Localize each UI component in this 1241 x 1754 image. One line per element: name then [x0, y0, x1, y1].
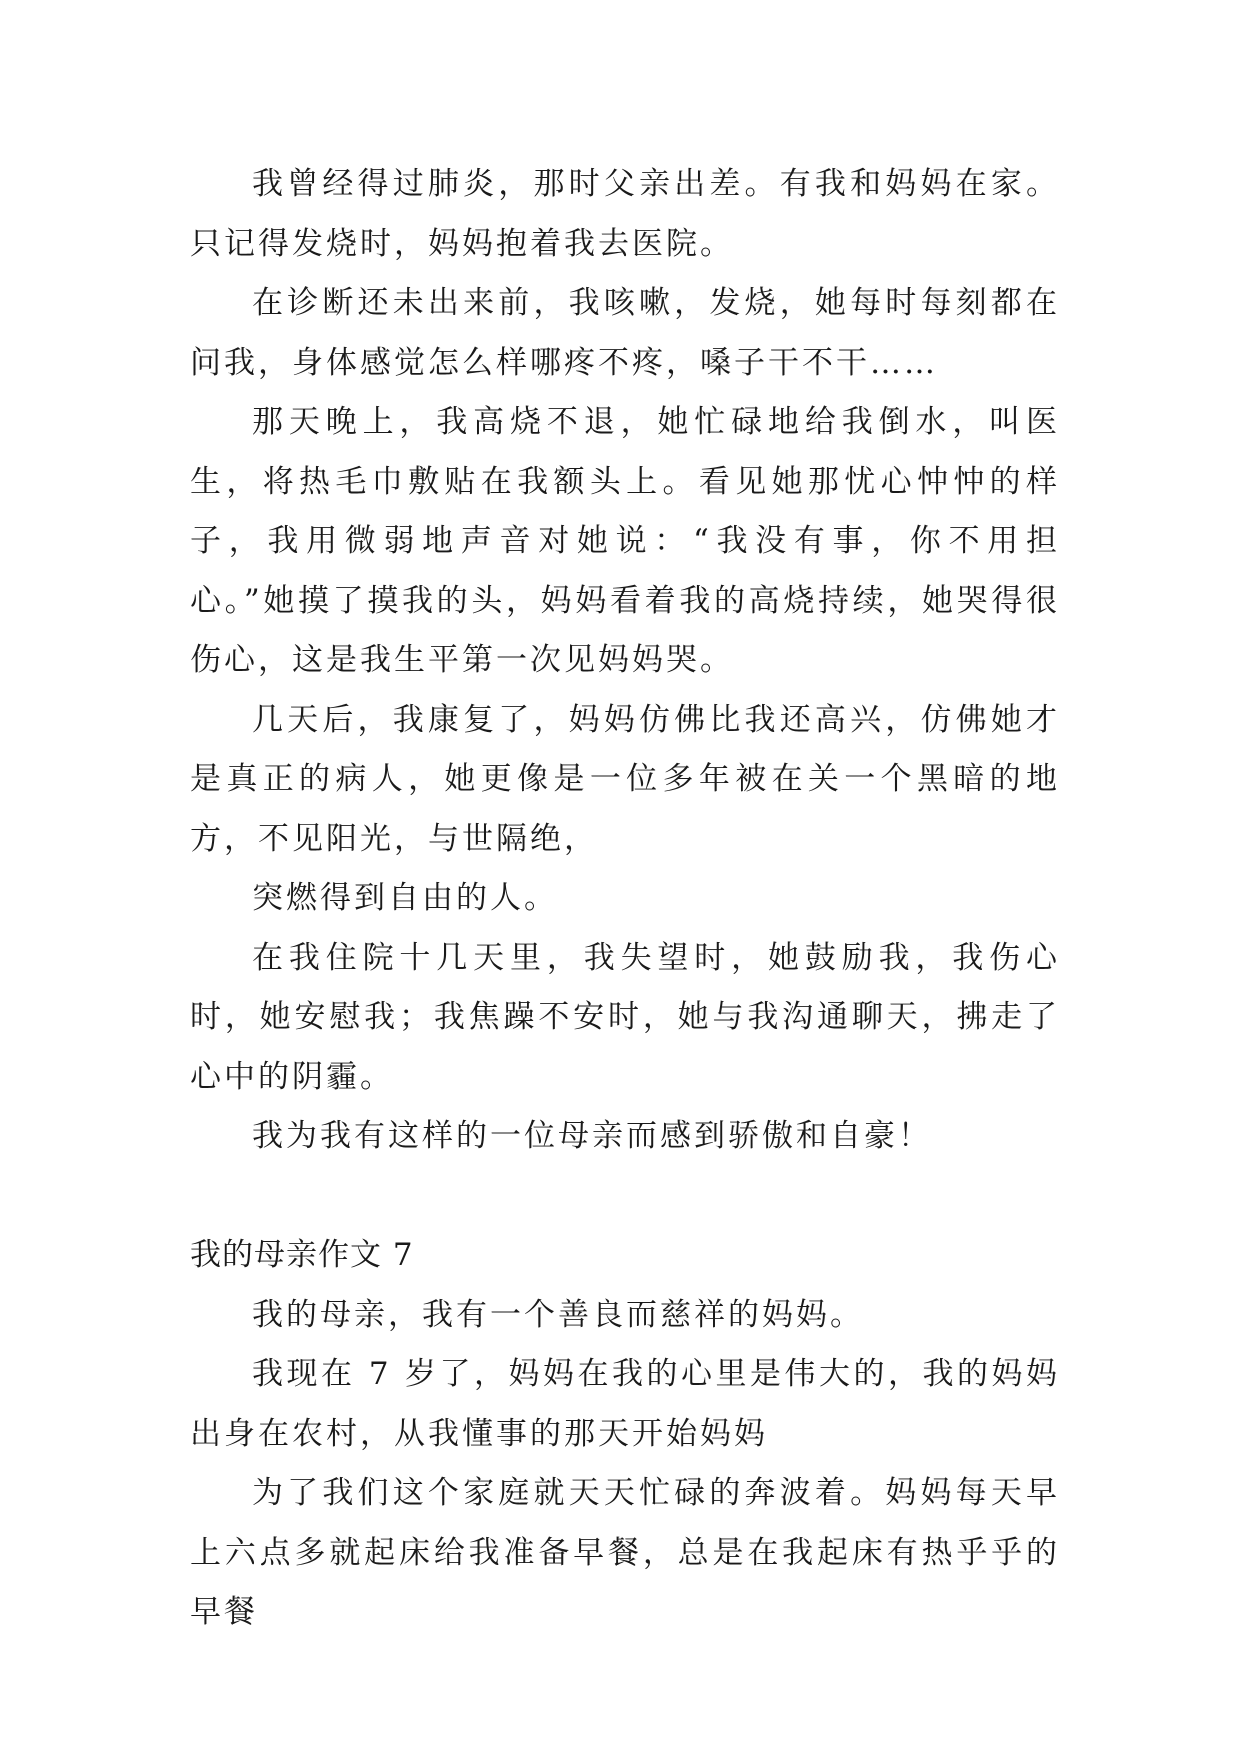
paragraph: 突燃得到自由的人。	[252, 880, 558, 916]
paragraph: 在我住院十几天里，我失望时，她鼓励我，我伤心时，她安慰我；我焦躁不安时，她与我沟通聊天，拂走了心中的阴霾。	[190, 939, 1060, 1095]
paragraph: 在诊断还未出来前，我咳嗽，发烧，她每时每刻都在问我，身体感觉怎么样哪疼不疼，嗓子干不干……	[190, 285, 1060, 381]
paragraph: 我为我有这样的一位母亲而感到骄傲和自豪！	[252, 1118, 932, 1154]
section-spacer	[190, 1167, 1060, 1227]
document-page	[190, 155, 1060, 1643]
paragraph: 我曾经得过肺炎，那时父亲出差。有我和妈妈在家。只记得发烧时，妈妈抱着我去医院。	[190, 166, 1060, 262]
section-title: 我的母亲作文 7	[190, 1237, 414, 1273]
paragraph: 我的母亲，我有一个善良而慈祥的妈妈。	[252, 1296, 864, 1333]
paragraph: 那天晚上，我高烧不退，她忙碌地给我倒水，叫医生，将热毛巾敷贴在我额头上。看见她那忧心忡忡的样子，我用微弱地声音对她说：“我没有事，你不用担心。”她摸了摸我的头，妈妈看着我的高烧持续，她哭得很伤心，这是我生平第一次见妈妈哭。	[190, 404, 1060, 678]
paragraph: 为了我们这个家庭就天天忙碌的奔波着。妈妈每天早上六点多就起床给我准备早餐，总是在我起床有热乎乎的早餐	[190, 1475, 1060, 1630]
paragraph: 几天后，我康复了，妈妈仿佛比我还高兴，仿佛她才是真正的病人，她更像是一位多年被在关一个黑暗的地方，不见阳光，与世隔绝，	[190, 701, 1060, 857]
paragraph: 我现在 7 岁了，妈妈在我的心里是伟大的，我的妈妈出身在农村，从我懂事的那天开始妈妈	[190, 1356, 1060, 1452]
